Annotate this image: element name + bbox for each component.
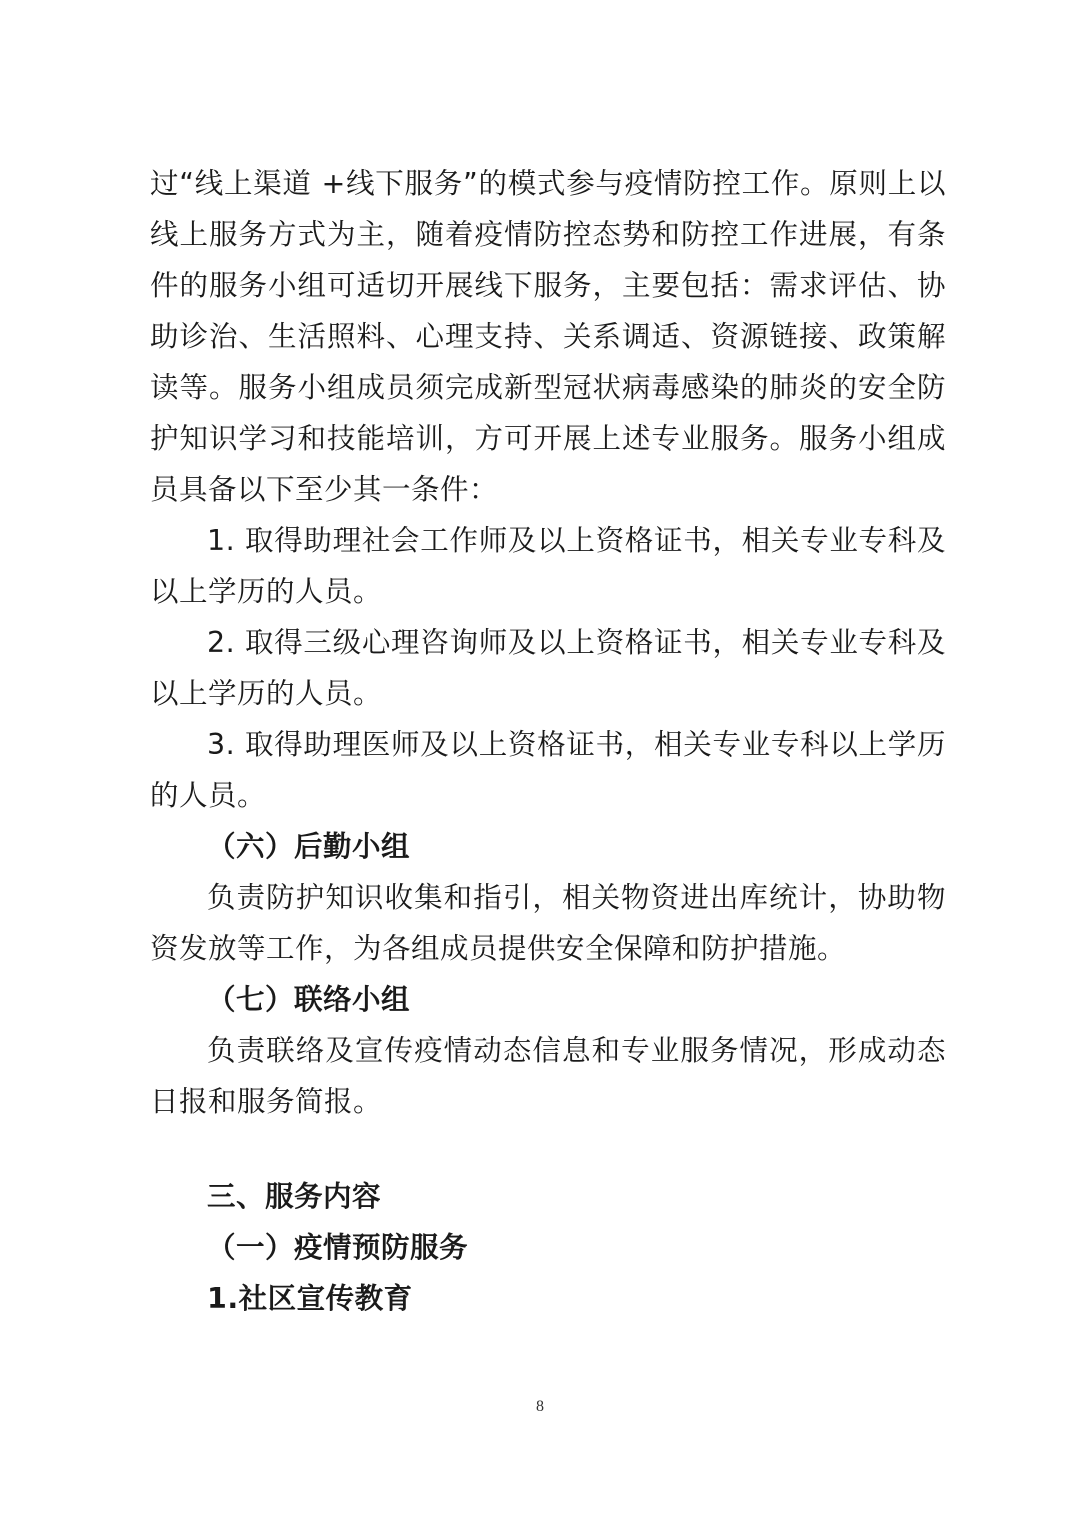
prevention-service-heading: （一）疫情预防服务 <box>207 1231 469 1264</box>
qualification-item-1: 1. 取得助理社会工作师及以上资格证书，相关专业专科及以上学历的人员。 <box>150 524 946 608</box>
qualification-item-2: 2. 取得三级心理咨询师及以上资格证书，相关专业专科及以上学历的人员。 <box>150 626 946 710</box>
community-education-heading: 1.社区宣传教育 <box>207 1282 413 1315</box>
logistics-group-paragraph: 负责防护知识收集和指引，相关物资进出库统计，协助物资发放等工作，为各组成员提供安全保障和防护措施。 <box>150 881 946 965</box>
document-page <box>150 158 946 1324</box>
service-content-heading: 三、服务内容 <box>207 1180 382 1213</box>
liaison-group-paragraph: 负责联络及宣传疫情动态信息和专业服务情况，形成动态日报和服务简报。 <box>150 1034 946 1118</box>
page-number: 8 <box>536 1398 544 1415</box>
logistics-group-heading: （六）后勤小组 <box>207 830 411 863</box>
intro-paragraph: 过“线上渠道 +线下服务”的模式参与疫情防控工作。原则上以线上服务方式为主，随着疫情防控态势和防控工作进展，有条件的服务小组可适切开展线下服务，主要包括：需求评估、协助诊治、生活照料、心理支持、关系调适、资源链接、政策解读等。服务小组成员须完成新型冠状病毒感染的肺炎的安全防护知识学习和技能培训，方可开展上述专业服务。服务小组成员具备以下至少其一条件： <box>150 167 946 506</box>
liaison-group-heading: （七）联络小组 <box>207 983 411 1016</box>
qualification-item-3: 3. 取得助理医师及以上资格证书，相关专业专科以上学历的人员。 <box>150 728 946 812</box>
